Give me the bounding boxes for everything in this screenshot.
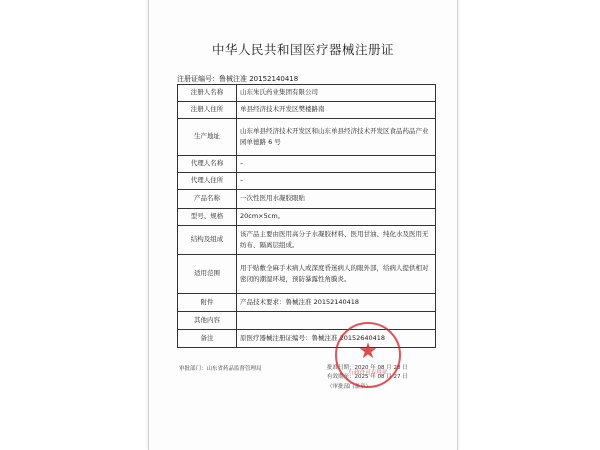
- row-value: –: [237, 156, 436, 173]
- department-seal-note: （审批部门盖章）: [327, 383, 372, 390]
- table-row: [178, 255, 436, 294]
- row-label: 注册人名称: [178, 85, 237, 102]
- table-row: [178, 173, 436, 190]
- row-value: 该产品主要由医用高分子水凝胶材料、医用甘油、纯化水及医用无纺布、隔离层组成。: [237, 226, 436, 255]
- table-row: [178, 209, 436, 226]
- table-row: [178, 226, 436, 255]
- row-label: 代理人住所: [178, 173, 237, 190]
- registration-number-value: 鲁械注准 20152140418: [219, 75, 299, 83]
- registration-number-line: [177, 74, 298, 84]
- seal-text: 行政许可专用章: [348, 370, 388, 376]
- registration-number-label: 注册证编号：: [177, 75, 219, 83]
- certificate-info-table: [177, 84, 436, 348]
- row-label: 代理人名称: [178, 156, 237, 173]
- row-label: 注册人住所: [178, 102, 237, 119]
- official-seal-stamp: [335, 322, 401, 388]
- row-value: 用于贴敷全麻手术病人或深度昏迷病人的眼外部，给病人提供相对密闭的潮湿环境，预防暴露性角膜炎。: [237, 255, 436, 294]
- table-row: [178, 312, 436, 330]
- row-label: 结构及组成: [178, 226, 237, 255]
- row-value: 产品技术要求：鲁械注准 20152140418: [237, 294, 436, 312]
- row-label: 型号、规格: [178, 209, 237, 226]
- row-value: 山东单县经济技术开发区和山东单县经济技术开发区食品药品产业园单德路 6 号: [237, 119, 436, 156]
- approver-line: 审批部门：山东省药品监督管理局: [179, 366, 262, 372]
- row-label: 附件: [178, 294, 237, 312]
- row-label: 适用范围: [178, 255, 237, 294]
- document-title: 中华人民共和国医疗器械注册证: [211, 42, 394, 57]
- approval-date: 批准日期：2020 年 08 月 28 日: [327, 365, 408, 371]
- row-value: –: [237, 173, 436, 190]
- row-value: 山东朱氏药业集团有限公司: [237, 85, 436, 102]
- table-row: [178, 294, 436, 312]
- row-label: 产品名称: [178, 190, 237, 209]
- table-row: [178, 85, 436, 102]
- row-label: 备注: [178, 330, 237, 348]
- table-row: [178, 119, 436, 156]
- seal-star-icon: ★: [358, 339, 378, 364]
- table-row: [178, 156, 436, 173]
- certificate-sheet: [148, 0, 458, 450]
- row-value: 一次性医用水凝胶眼贴: [237, 190, 436, 209]
- row-value: 原医疗器械注册证编号：鲁械注准 20152640418: [237, 330, 436, 348]
- row-value: [237, 312, 436, 330]
- row-value: 20cm×5cm。: [237, 209, 436, 226]
- row-label: 其他内容: [178, 312, 237, 330]
- table-row: [178, 102, 436, 119]
- valid-until-date: 有效期至：2025 年 08 月 27 日: [327, 374, 408, 381]
- table-row: [178, 190, 436, 209]
- row-value: 单县经济技术开发区樊楼路南: [237, 102, 436, 119]
- row-label: 生产地址: [178, 119, 237, 156]
